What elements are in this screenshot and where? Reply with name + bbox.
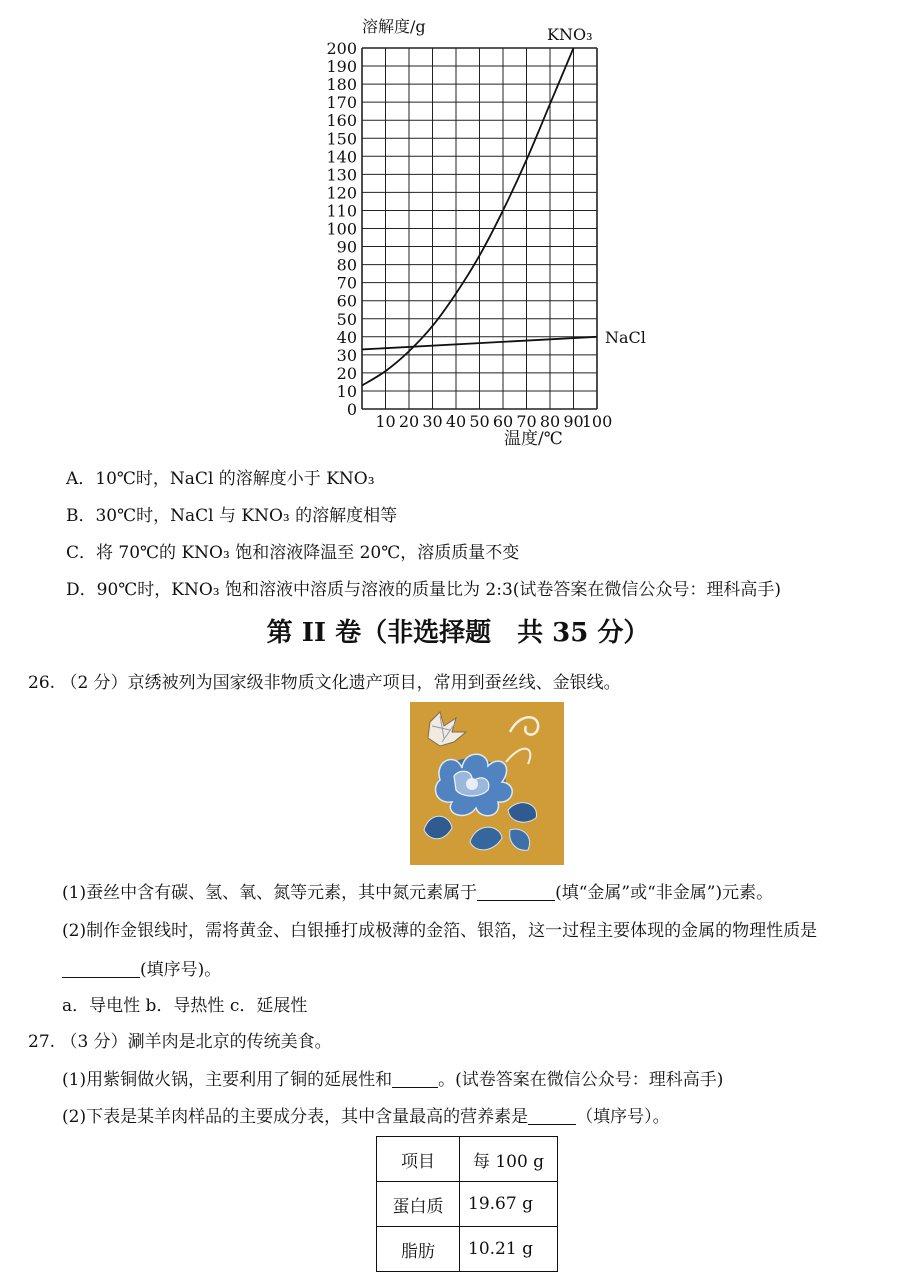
y-tick-label: 150 — [326, 129, 357, 149]
q27-part2-before: (2)下表是某羊肉样品的主要成分表，其中含量最高的营养素是 — [62, 1107, 529, 1127]
y-tick-label: 140 — [326, 147, 357, 167]
table-header-row — [377, 1137, 558, 1182]
q26-stem: 26. （2 分）京绣被列为国家级非物质文化遗产项目，常用到蚕丝线、金银线。 — [28, 673, 621, 693]
x-axis-label: 温度/℃ — [504, 429, 563, 449]
option-a: A．10℃时，NaCl 的溶解度小于 KNO₃ — [66, 469, 375, 489]
q26-choices: a．导电性 b．导热性 c．延展性 — [62, 996, 308, 1016]
y-tick-label: 30 — [336, 345, 357, 365]
option-b: B．30℃时，NaCl 与 KNO₃ 的溶解度相等 — [66, 506, 398, 526]
q27-part1-before: (1)用紫铜做火锅，主要利用了铜的延展性和 — [62, 1070, 393, 1090]
embroidery-image — [410, 702, 564, 865]
section-title: 第 II 卷（非选择题 共 35 分） — [266, 618, 650, 648]
table-cell: 脂肪 — [377, 1227, 460, 1272]
y-tick-label: 0 — [346, 400, 357, 419]
q26-part1 — [62, 878, 773, 903]
q26-part2-line1: (2)制作金银线时，需将黄金、白银捶打成极薄的金箔、银箔，这一过程主要体现的金属的物理性质是 — [62, 921, 818, 941]
x-tick-label: 80 — [539, 412, 561, 431]
y-tick-label: 130 — [326, 165, 357, 185]
q27-part1 — [62, 1065, 723, 1090]
x-tick-labels — [375, 412, 612, 431]
chart-grid — [362, 48, 597, 409]
q27-part1-after: 。(试卷答案在微信公众号：理科高手) — [438, 1070, 724, 1090]
answer-blank[interactable] — [392, 1071, 438, 1088]
y-tick-label: 10 — [336, 381, 357, 401]
series-label-nacl: NaCl — [605, 328, 646, 347]
nutrition-table — [376, 1136, 558, 1272]
x-tick-label: 90 — [563, 412, 584, 431]
x-tick-label: 100 — [581, 412, 613, 431]
y-tick-label: 100 — [326, 219, 357, 239]
table-cell: 10.21 g — [460, 1227, 558, 1272]
y-tick-label: 40 — [336, 327, 357, 347]
y-tick-label: 180 — [326, 75, 357, 95]
answer-blank[interactable] — [528, 1108, 576, 1125]
y-tick-label: 70 — [336, 273, 357, 293]
q26-part1-before: (1)蚕丝中含有碳、氢、氧、氮等元素，其中氮元素属于 — [62, 883, 478, 903]
series-label-kno3: KNO₃ — [547, 25, 593, 44]
y-tick-labels — [326, 39, 357, 419]
solubility-chart — [300, 10, 670, 460]
y-tick-label: 200 — [326, 39, 357, 58]
q26-part2-line2 — [62, 955, 221, 980]
table-header-cell: 项目 — [377, 1137, 460, 1182]
series-line-kno3 — [362, 48, 574, 386]
table-cell: 蛋白质 — [377, 1182, 460, 1227]
y-axis-label: 溶解度/g — [362, 17, 426, 36]
q27-part2-after: （填序号）。 — [576, 1107, 670, 1127]
table-header-cell: 每 100 g — [460, 1137, 558, 1182]
q26-part2-after: (填序号)。 — [140, 960, 222, 980]
y-tick-label: 120 — [326, 183, 357, 203]
y-tick-label: 20 — [336, 363, 357, 383]
y-tick-label: 90 — [336, 237, 357, 257]
table-cell: 19.67 g — [460, 1182, 558, 1227]
answer-blank[interactable] — [62, 961, 140, 978]
option-c: C．将 70℃的 KNO₃ 饱和溶液降温至 20℃，溶质质量不变 — [66, 543, 520, 563]
x-tick-label: 70 — [516, 412, 537, 431]
x-tick-label: 40 — [445, 412, 467, 431]
answer-blank[interactable] — [477, 884, 555, 901]
x-tick-label: 60 — [492, 412, 514, 431]
q26-part1-after: (填“金属”或“非金属”)元素。 — [555, 883, 774, 903]
y-tick-label: 170 — [326, 93, 357, 113]
y-tick-label: 110 — [326, 201, 357, 221]
table-row — [377, 1227, 558, 1272]
y-tick-label: 160 — [326, 111, 357, 131]
table-row — [377, 1182, 558, 1227]
x-tick-label: 50 — [469, 412, 490, 431]
x-tick-label: 30 — [422, 412, 443, 431]
x-tick-label: 10 — [375, 412, 396, 431]
x-tick-label: 20 — [398, 412, 420, 431]
y-tick-label: 190 — [326, 57, 357, 77]
y-tick-label: 80 — [336, 255, 357, 275]
y-tick-label: 50 — [336, 309, 357, 329]
q27-stem: 27. （3 分）涮羊肉是北京的传统美食。 — [28, 1032, 332, 1052]
q27-part2 — [62, 1102, 670, 1127]
y-tick-label: 60 — [336, 291, 357, 311]
option-d: D．90℃时，KNO₃ 饱和溶液中溶质与溶液的质量比为 2:3(试卷答案在微信公众号：理科高手) — [66, 580, 782, 600]
